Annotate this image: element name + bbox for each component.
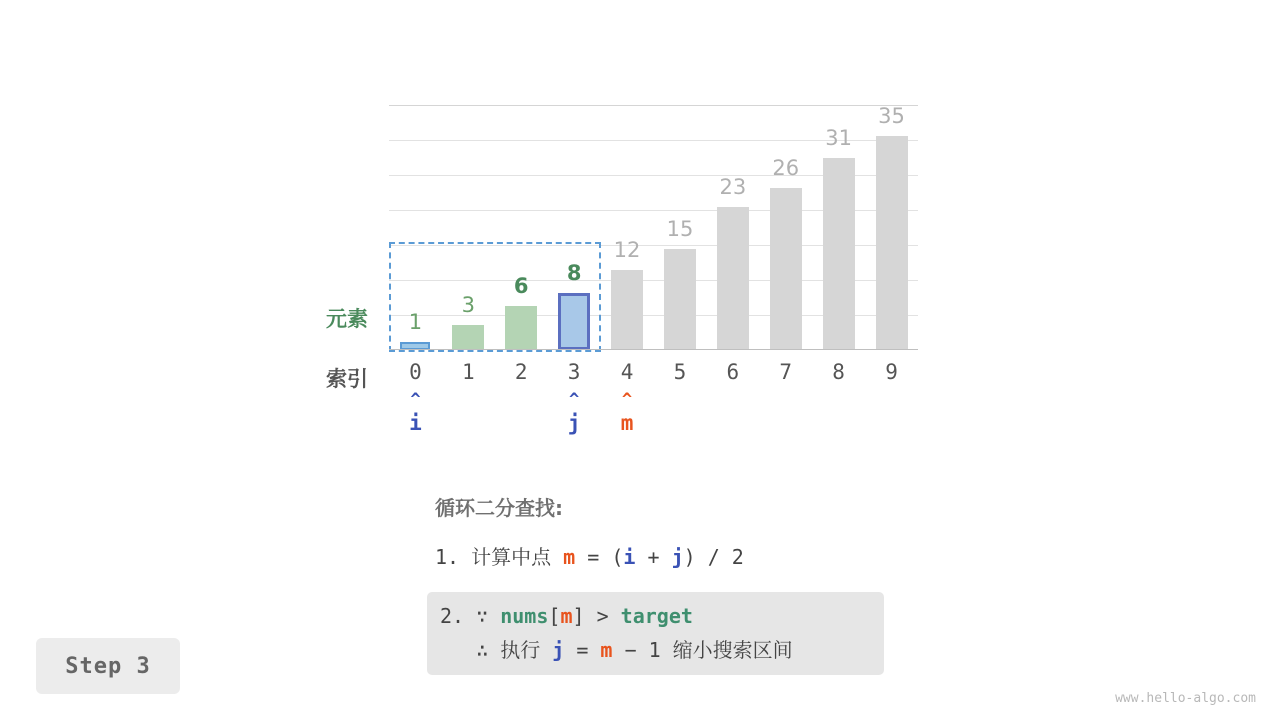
step2-l1-prefix: 2. ∵ [440, 604, 501, 628]
bar-slot [601, 105, 654, 350]
index-cell-5: 5 [673, 360, 687, 384]
watermark: www.hello-algo.com [1115, 691, 1256, 706]
index-cell-6: 6 [726, 360, 740, 384]
step2-target: target [620, 604, 693, 628]
bar-value-5: 15 [666, 217, 694, 241]
step1-plus: + [635, 545, 672, 569]
index-cell-3: 3 [567, 360, 581, 384]
pointer-i [389, 392, 442, 438]
step1-eq: = ( [575, 545, 624, 569]
step1-suffix: ) / 2 [683, 545, 744, 569]
pointer-label-i: i [409, 411, 422, 435]
bar-6 [717, 207, 749, 350]
pointer-label-m: m [620, 411, 634, 435]
index-cell-9: 9 [885, 360, 898, 384]
step2-m2: m [600, 638, 613, 662]
row-label-element: 元素 [326, 307, 368, 331]
step1-i: i [623, 545, 636, 569]
caption-step-2 [440, 604, 880, 669]
caret-icon: ^ [569, 390, 580, 410]
axis-baseline [389, 349, 918, 350]
bar-value-4: 12 [613, 238, 641, 262]
bar-5 [664, 249, 696, 350]
step2-line-1 [440, 604, 880, 628]
pointer-label-j: j [567, 411, 581, 435]
pointer-j [548, 392, 601, 438]
step2-eq: = [564, 638, 601, 662]
bar-slot [654, 105, 707, 350]
caption-block [435, 492, 975, 576]
caption-step-1 [435, 541, 975, 570]
step2-nums: nums [500, 604, 549, 628]
bar-value-8: 31 [825, 126, 852, 150]
pointer-row [389, 392, 918, 452]
step2-lb: [ [548, 604, 561, 628]
step1-prefix: 1. 计算中点 [435, 545, 564, 569]
bar-4 [611, 270, 643, 350]
caption-title: 循环二分查找: [435, 496, 563, 520]
index-cell-8: 8 [832, 360, 845, 384]
bar-slot [706, 105, 759, 350]
step2-m: m [560, 604, 573, 628]
bar-slot [865, 105, 918, 350]
step2-op: > [584, 604, 621, 628]
bar-8 [823, 158, 855, 350]
pointer-m [601, 392, 654, 438]
bar-value-3: 8 [566, 261, 582, 285]
caret-icon: ^ [410, 390, 421, 410]
bar-slot [812, 105, 865, 350]
bar-value-9: 35 [878, 104, 905, 128]
bar-value-6: 23 [719, 175, 747, 199]
index-cell-1: 1 [462, 360, 475, 384]
index-row [389, 360, 918, 390]
bar-value-1: 3 [461, 293, 476, 317]
row-label-index: 索引 [326, 367, 368, 391]
bar-value-2: 6 [513, 274, 529, 298]
search-range-box [389, 242, 601, 352]
step2-line-2 [440, 634, 880, 663]
step2-rest: − 1 缩小搜索区间 [612, 638, 793, 662]
bar-9 [876, 136, 908, 350]
index-cell-2: 2 [514, 360, 528, 384]
step2-l2-prefix: ∴ 执行 [440, 638, 553, 662]
step-badge: Step 3 [36, 638, 180, 694]
step2-rb: ] [572, 604, 585, 628]
bar-value-7: 26 [772, 156, 800, 180]
bar-slot [759, 105, 812, 350]
bar-value-0: 1 [408, 310, 423, 334]
caret-icon: ^ [621, 390, 633, 410]
index-cell-7: 7 [779, 360, 793, 384]
index-cell-0: 0 [409, 360, 422, 384]
index-cell-4: 4 [620, 360, 634, 384]
step1-j: j [671, 545, 684, 569]
bar-7 [770, 188, 802, 350]
step2-j: j [552, 638, 565, 662]
step1-m: m [563, 545, 576, 569]
